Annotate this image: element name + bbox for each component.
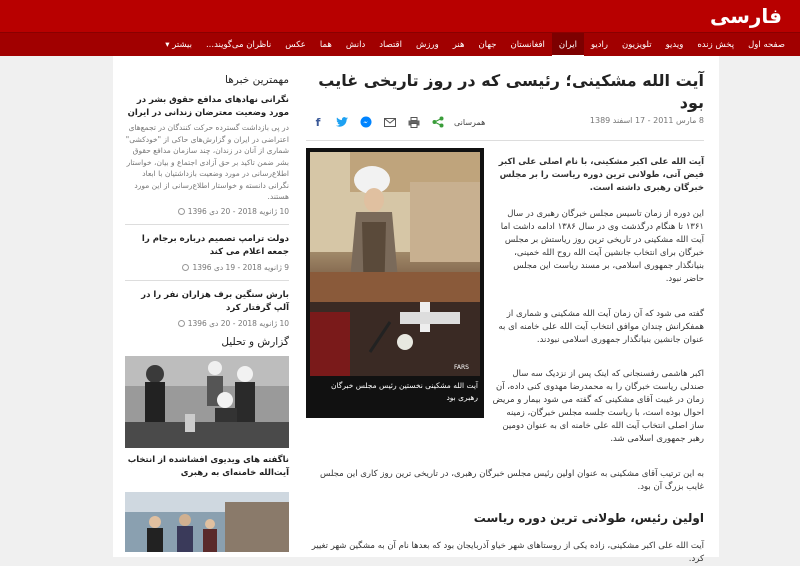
story-date-text: 10 ژانویه 2018 - 20 دی 1396 xyxy=(187,318,289,328)
list-item[interactable] xyxy=(125,233,289,272)
story-summary: در پی بازداشت گسترده حرکت کنندگان در تجمع‌های اعتراضی در ایران و گزارش‌های حاکی از "خودکشی" شماری از آنان در زندان، چند سازمان مدافع حقوق بشر ضمن تاکید بر حق آزادی اجتماع و بیان، خواستار اطلاع‌رسانی در مورد وضعیت بازداشتیان با ابعاد نگرانی دانسته و خواستار اطلاع‌رسانی از این مورد هستند. xyxy=(125,123,289,201)
list-item[interactable] xyxy=(125,289,289,328)
photo-credit: FARS xyxy=(454,364,469,371)
divider xyxy=(125,224,289,225)
paragraph-3: گفته می شود که آن زمان آیت الله مشکینی و شماری از همفکرانش چندان موافق انتخاب آیت الله علی خامنه ای به عنوان جانشین بنیانگذار جمهوری اسلامی نبودند. xyxy=(498,309,704,345)
share-bar xyxy=(306,112,485,132)
article xyxy=(306,70,704,564)
top-stories-title: مهمترین خبرها xyxy=(225,74,289,86)
paragraph-2: این دوره از زمان تاسیس مجلس خبرگان رهبری در سال ۱۳۶۱ تا هنگام درگذشت وی در سال ۱۳۸۶ ادامه داشت اما آیت الله مشکینی در تاریخی ترین روز ریاستش بر مجلس خبرگان برای انتخاب جانشین آیت الله روح الله خمینی، بنیانگذار جمهوری اسلامی، بر مسند ریاست این مجلس حاضر نبود. xyxy=(500,209,704,284)
site-logo[interactable]: فارسی xyxy=(709,4,782,28)
nav-item[interactable]: پخش زنده xyxy=(697,40,735,50)
main-navigation xyxy=(0,32,800,56)
facebook-icon[interactable]: f xyxy=(315,115,321,129)
clock-icon xyxy=(182,264,189,271)
photo-image xyxy=(310,152,480,376)
analysis-caption[interactable]: ناگفته های ویدیوی افشاشده از انتخاب آیت‌الله خامنه‌ای به رهبری xyxy=(127,454,289,478)
clock-icon xyxy=(178,320,185,327)
photo-caption: آیت الله مشکینی نخستین رئیس مجلس خبرگان رهبری بود xyxy=(330,381,478,402)
article-photo xyxy=(306,148,484,418)
paragraph-5: به این ترتیب آقای مشکینی به عنوان اولین رئیس مجلس خبرگان رهبری، در تاریخی ترین روز کاری این مجلس غایب بزرگ آن بود. xyxy=(319,469,704,492)
messenger-icon[interactable] xyxy=(354,112,378,132)
analysis-thumbnail[interactable] xyxy=(125,356,289,448)
story-date xyxy=(125,319,289,328)
top-bar xyxy=(0,0,800,32)
story-date-text: 9 ژانویه 2018 - 19 دی 1396 xyxy=(192,262,289,272)
meta-divider xyxy=(306,140,704,141)
share-icon[interactable] xyxy=(426,112,450,132)
nav-item[interactable]: ناظران می‌گویند... xyxy=(205,40,272,50)
print-icon[interactable] xyxy=(402,112,426,132)
nav-item[interactable]: ورزش xyxy=(415,40,439,50)
nav-item[interactable]: عکس xyxy=(285,40,306,50)
nav-item[interactable]: ویدیو xyxy=(665,40,684,50)
nav-item[interactable]: اقتصاد xyxy=(379,40,402,50)
chevron-down-icon: ▾ xyxy=(165,40,173,50)
email-icon[interactable] xyxy=(378,112,402,132)
nav-list xyxy=(0,33,800,57)
paragraph-6: آیت الله علی اکبر مشکینی، زاده یکی از روستاهای شهر خیاو آذربایجان بود که بعدها نام آن به مشگین شهر تغییر کرد. xyxy=(311,541,704,564)
story-title[interactable]: نگرانی نهادهای مدافع حقوق بشر در مورد وضعیت معترضان زندانی در ایران xyxy=(127,95,289,118)
nav-item[interactable]: ایران xyxy=(552,33,584,57)
nav-item[interactable]: تلویزیون xyxy=(621,40,652,50)
analysis-thumbnail-2[interactable] xyxy=(125,492,289,552)
nav-item[interactable]: هنر xyxy=(452,40,465,50)
paragraph-1: آیت الله علی اکبر مشکینی، با نام اصلی علی اکبر فیض آتی، طولانی ترین دوره ریاست را بر مجلس خبرگان رهبری داشته است. xyxy=(498,157,704,193)
divider xyxy=(125,280,289,281)
content-container xyxy=(113,56,719,564)
article-meta xyxy=(306,112,704,134)
clock-icon xyxy=(178,208,185,215)
story-date xyxy=(125,263,289,272)
story-date xyxy=(125,207,289,216)
share-label[interactable]: همرسانی xyxy=(454,117,486,127)
sidebar xyxy=(125,74,289,552)
story-date-text: 10 ژانویه 2018 - 20 دی 1396 xyxy=(187,206,289,216)
nav-item[interactable]: افغانستان xyxy=(510,40,545,50)
nav-item[interactable]: جهان xyxy=(478,40,497,50)
nav-item[interactable]: رادیو xyxy=(590,40,608,50)
article-headline: آیت الله مشکینی؛ رئیسی که در روز تاریخی غایب بود xyxy=(318,71,704,112)
article-date: 8 مارس 2011 - 17 اسفند 1389 xyxy=(589,116,704,125)
analysis-title: گزارش و تحلیل xyxy=(221,335,289,348)
nav-item[interactable]: بیشتر ▾ xyxy=(165,40,192,50)
twitter-icon[interactable] xyxy=(330,112,354,132)
article-subhead: اولین رئیس، طولانی ترین دوره ریاست xyxy=(473,511,704,525)
list-item[interactable] xyxy=(125,94,289,216)
nav-item[interactable]: دانش xyxy=(345,40,366,50)
story-title[interactable]: بارش سنگین برف هزاران نفر را در آلپ گرفتار کرد xyxy=(141,289,289,313)
story-title[interactable]: دولت ترامپ تصمیم درباره برجام را جمعه اعلام می کند xyxy=(141,233,289,257)
nav-item[interactable]: هما xyxy=(319,40,332,50)
paragraph-4: اکبر هاشمی رفسنجانی که اینک پس از نزدیک سه سال صندلی ریاست خبرگان را به محمدرضا مهدوی کنی داده، آن زمان در غیبت آقای مشکینی که گفته می شود بیمار و مریض احوال بوده است، با ریاست جلسه مجلس خبرگان، زمینه ساز اصلی انتخاب آیت الله علی خامنه ای به عنوان دومین رهبر جمهوری اسلامی شد. xyxy=(492,369,704,444)
nav-item[interactable]: صفحه اول xyxy=(748,40,785,50)
